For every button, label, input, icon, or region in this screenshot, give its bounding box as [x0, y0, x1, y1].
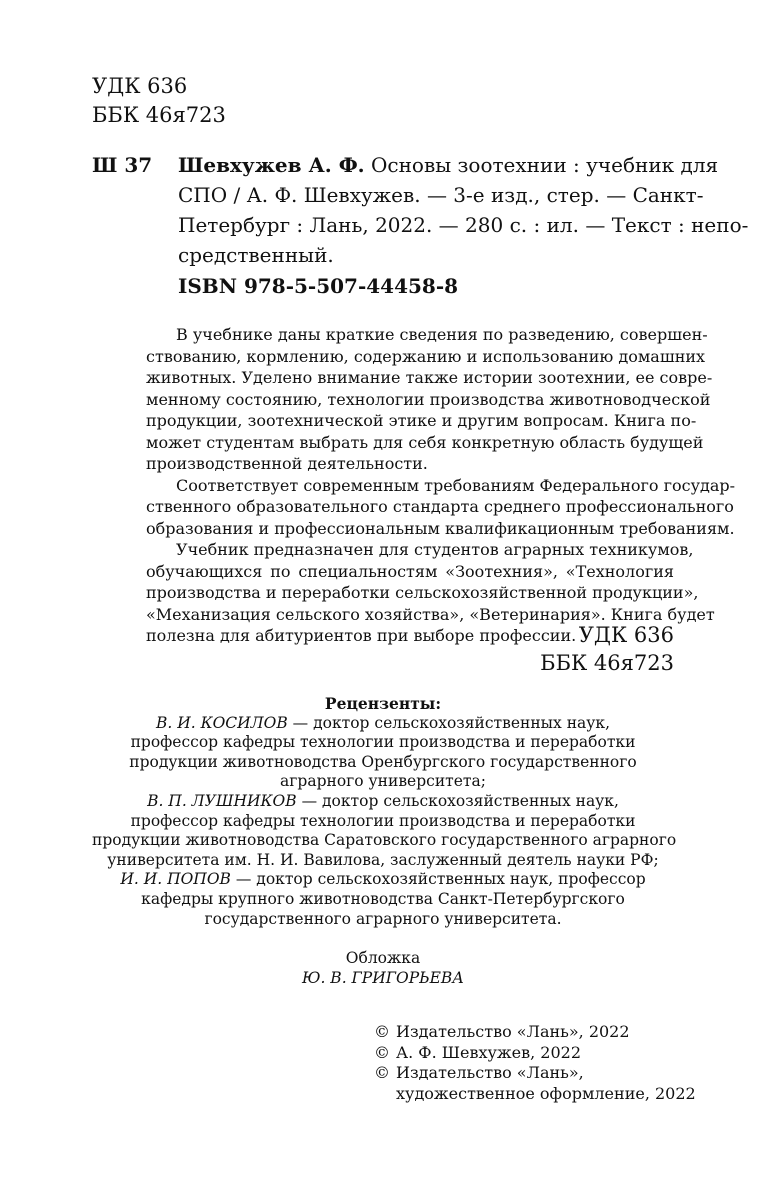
reviewer-credentials: университета им. Н. И. Вавилова, заслуженный деятель науки РФ;	[107, 850, 659, 869]
bbk-code: ББК 46я723	[92, 103, 226, 127]
classification-codes-bottom	[540, 621, 674, 677]
annotation-line: менному состоянию, технологии производства животноводческой	[146, 389, 711, 409]
biblio-line-3: Петербург : Лань, 2022. — 280 с. : ил. — Текст : непо-	[178, 213, 749, 237]
annotation-line: образования и профессиональным квалификационным требованиям.	[146, 518, 735, 538]
annotation-line: Соответствует современным требованиям Федерального государ-	[176, 475, 736, 495]
reviewer-credentials: продукции животноводства Саратовского государственного аграрного	[92, 831, 677, 850]
udk-code: УДК 636	[92, 74, 188, 98]
cover-designer: Ю. В. ГРИГОРЬЕВА	[301, 969, 465, 987]
copyright-line: Издательство «Лань»,	[396, 1063, 584, 1082]
bbk-code: ББК 46я723	[540, 651, 674, 675]
biblio-title: Основы зоотехнии : учебник для	[364, 153, 719, 177]
copyright-line: Издательство «Лань», 2022	[396, 1022, 630, 1041]
author-name: Шевхужев А. Ф.	[178, 153, 365, 177]
reviewer-credentials: кафедры крупного животноводства Санкт-Петербургского	[141, 889, 625, 908]
reviewer-name: И. И. ПОПОВ	[120, 870, 231, 889]
reviewer-credentials: профессор кафедры технологии производства и переработки	[130, 811, 636, 830]
annotation-line: В учебнике даны краткие сведения по разведению, совершен-	[176, 325, 708, 344]
reviewer-credentials: профессор кафедры технологии производства и переработки	[130, 733, 636, 752]
copyright-icon: ©	[374, 1022, 390, 1041]
annotation-line: полезна для абитуриентов при выборе профессии.	[146, 626, 577, 645]
annotation	[146, 324, 736, 647]
copyright-line: А. Ф. Шевхужев, 2022	[396, 1042, 581, 1062]
reviewer-credentials: — доктор сельскохозяйственных наук, профессор	[230, 870, 646, 889]
reviewer-credentials: — доктор сельскохозяйственных наук,	[287, 713, 610, 732]
annotation-line: животных. Уделено внимание также истории зоотехнии, ее совре-	[146, 368, 713, 387]
reviewers-heading: Рецензенты:	[324, 694, 442, 713]
copyright-icon: ©	[374, 1042, 390, 1062]
annotation-line: обучающихся по специальностям «Зоотехния», «Технология	[146, 561, 674, 581]
author-mark: Ш 37	[92, 153, 153, 177]
reviewer-credentials: государственного аграрного университета.	[204, 909, 562, 928]
reviewer-name: В. И. КОСИЛОВ	[155, 713, 288, 732]
annotation-line: ственного образовательного стандарта среднего профессионального	[146, 497, 734, 516]
reviewer-credentials: продукции животноводства Оренбургского государственного	[129, 752, 637, 771]
bibliographic-record	[92, 150, 749, 270]
reviewer-name: В. П. ЛУШНИКОВ	[147, 791, 297, 810]
reviewers	[92, 694, 677, 929]
cover-label: Обложка	[345, 949, 421, 967]
annotation-line: может студентам выбрать для себя конкретную область будущей	[146, 432, 704, 452]
annotation-line: «Механизация сельского хозяйства», «Ветеринария». Книга будет	[146, 604, 715, 624]
copyright-line: художественное оформление, 2022	[396, 1083, 696, 1103]
annotation-line: Учебник предназначен для студентов аграрных техникумов,	[176, 540, 694, 559]
biblio-line-2: СПО / А. Ф. Шевхужев. — 3-е изд., стер. — Санкт-	[178, 183, 704, 207]
annotation-line: производственной деятельности.	[146, 454, 428, 473]
reviewer-credentials: — доктор сельскохозяйственных наук,	[296, 791, 619, 810]
reviewer-credentials: аграрного университета;	[280, 772, 486, 791]
annotation-line: ствованию, кормлению, содержанию и использованию домашних	[146, 346, 706, 366]
biblio-line-4: средственный.	[178, 243, 334, 267]
udk-code: УДК 636	[578, 623, 674, 647]
copyright-block	[374, 1022, 696, 1104]
annotation-line: продукции, зоотехнической этике и другим вопросам. Книга по-	[146, 411, 697, 430]
cover-credit	[92, 948, 674, 988]
annotation-line: производства и переработки сельскохозяйственной продукции»,	[146, 583, 699, 602]
copyright-icon: ©	[374, 1063, 390, 1082]
classification-codes-top	[92, 72, 226, 130]
isbn: ISBN 978-5-507-44458-8	[178, 274, 459, 298]
